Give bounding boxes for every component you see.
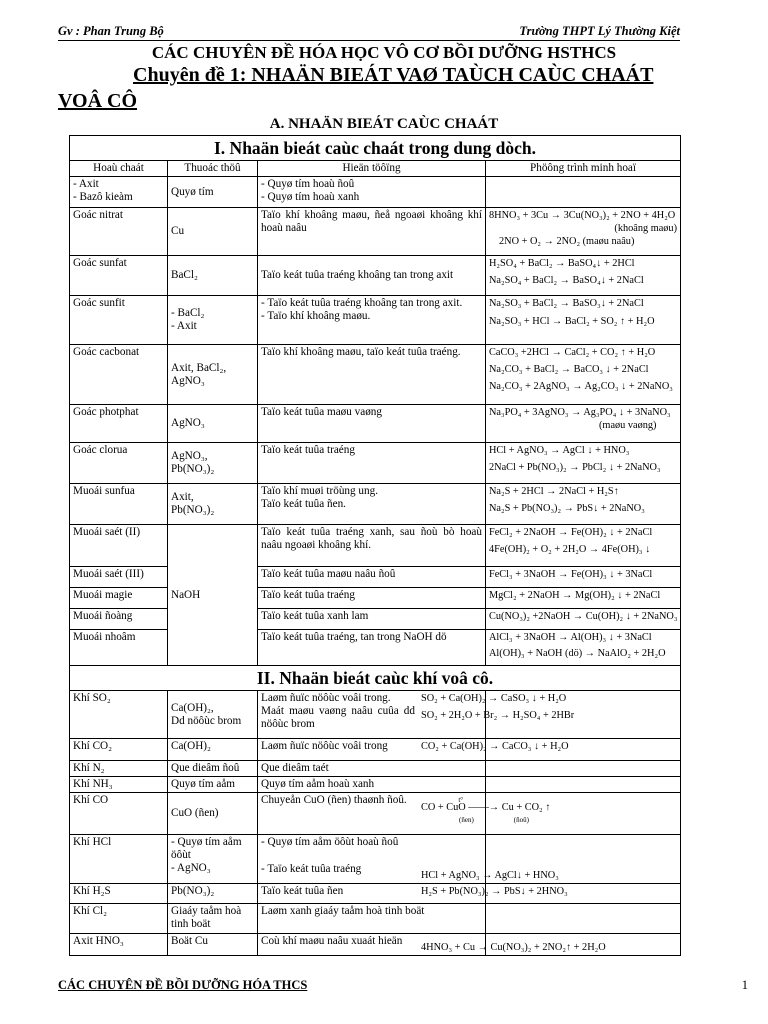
substance-cell: Khí CO [70, 793, 168, 835]
col-header: Phöông trình minh hoaï [486, 161, 681, 177]
phenomenon-cell: - Quyø tím aåm öôùt hoaù ñoû - Taïo keát tuûa traéng [258, 835, 486, 884]
equation-cell [486, 777, 681, 793]
phenomenon-cell: Taïo khí khoâng maøu, taïo keát tuûa traéng. [258, 345, 486, 405]
reagent-cell: CuO (ñen) [168, 793, 258, 835]
substance-cell: Axit HNO₃ [70, 934, 168, 956]
table-row [70, 405, 681, 443]
section-2-heading: II. Nhaän bieát caùc khí voâ cô. [70, 666, 681, 691]
table-row [70, 739, 681, 761]
substance-cell: Goác nitrat [70, 208, 168, 256]
substance-cell: Muoái saét (III) [70, 567, 168, 588]
substance-cell: Muoái saét (II) [70, 525, 168, 567]
reagent-cell: AgNO₃ [168, 405, 258, 443]
chapter-title-cont: VOÂ CÔ [58, 90, 138, 112]
substance-cell: Muoái sunfua [70, 484, 168, 525]
section-1-heading: I. Nhaän bieát caùc chaát trong dung dòch. [70, 136, 681, 161]
phenomenon-cell: Taïo keát tuûa xanh lam [258, 609, 486, 630]
reagent-cell: Pb(NO₃)₂ [168, 884, 258, 904]
table-row [70, 609, 681, 630]
reagent-cell: Axit, Pb(NO₃)₂ [168, 484, 258, 525]
equation-cell: Cu(NO₃)₂ +2NaOH → Cu(OH)₂ ↓ + 2NaNO₃ [486, 609, 681, 630]
equation-cell [486, 761, 681, 777]
reagent-cell: Axit, BaCl₂, AgNO₃ [168, 345, 258, 405]
page-header [58, 24, 680, 41]
phenomenon-cell: Quyø tím aåm hoaù xanh [258, 777, 486, 793]
equation-cell: 8HNO₃ + 3Cu → 3Cu(NO₃)₂ + 2NO + 4H₂O (khoâng maøu) 2NO + O₂ → 2NO₂ (maøu naâu) [486, 208, 681, 256]
substance-cell: Goác sunfat [70, 256, 168, 296]
equation-cell: HCl + AgNO₃ → AgCl↓ + HNO₃ [486, 835, 681, 884]
phenomenon-cell: Laøm xanh giaáy taåm hoà tinh boät [258, 904, 486, 934]
table-row [70, 934, 681, 956]
table-row [70, 296, 681, 345]
substance-cell: Muoái magie [70, 588, 168, 609]
phenomenon-cell: Taïo keát tuûa traéng [258, 588, 486, 609]
equation-cell: H₂S + Pb(NO₃)₂ → PbS↓ + 2HNO₃ [486, 884, 681, 904]
phenomenon-cell: Taïo keát tuûa traéng khoâng tan trong axit [258, 256, 486, 296]
equation-cell: MgCl₂ + 2NaOH → Mg(OH)₂ ↓ + 2NaCl [486, 588, 681, 609]
reagent-cell: - BaCl₂ - Axit [168, 296, 258, 345]
substance-cell: Khí NH₃ [70, 777, 168, 793]
table-row [70, 567, 681, 588]
phenomenon-cell: Coù khí maøu naâu xuaát hieän [258, 934, 486, 956]
col-header: Hoaù chaát [70, 161, 168, 177]
phenomenon-cell: Taïo khí khoâng maøu, ñeå ngoaøi khoâng khí hoaù naâu [258, 208, 486, 256]
equation-cell [486, 904, 681, 934]
equation-cell: H₂SO₄ + BaCl₂ → BaSO₄↓ + 2HCl Na₂SO₄ + BaCl₂ → BaSO₄↓ + 2NaCl [486, 256, 681, 296]
reagent-cell: Boät Cu [168, 934, 258, 956]
footer-title: CÁC CHUYÊN ĐỀ BỒI DƯỠNG HÓA THCS [58, 978, 308, 992]
table-row [70, 484, 681, 525]
reagent-cell: Giaáy taåm hoà tinh boät [168, 904, 258, 934]
phenomenon-cell: Taïo keát tuûa traéng [258, 443, 486, 484]
document-title: CÁC CHUYÊN ĐỀ HÓA HỌC VÔ CƠ BỒI DƯỠNG HSTHCS [151, 43, 617, 62]
table-row [70, 177, 681, 208]
phenomenon-cell: Taïo keát tuûa ñen [258, 884, 486, 904]
table-row [70, 256, 681, 296]
table-row [70, 793, 681, 835]
phenomenon-cell: Taïo khí muøi tröùng ung. Taïo keát tuûa ñen. [258, 484, 486, 525]
substance-cell: Khí Cl₂ [70, 904, 168, 934]
substance-cell: - Axit - Bazô kieàm [70, 177, 168, 208]
substance-cell: Khí H₂S [70, 884, 168, 904]
equation-cell: CaCO₃ +2HCl → CaCl₂ + CO₂ ↑ + H₂O Na₂CO₃ + BaCl₂ → BaCO₃ ↓ + 2NaCl Na₂CO₃ + 2AgNO₃ → Ag₂CO₃ ↓ + 2NaNO₃ [486, 345, 681, 405]
equation-cell: CO + CuO ——→ Cu + CO₂ ↑ t° (ñen) (ñoû) [486, 793, 681, 835]
table-row [70, 904, 681, 934]
col-header: Hieän töôïng [258, 161, 486, 177]
phenomenon-cell: Taïo keát tuûa traéng xanh, sau ñoù bò hoaù naâu ngoaøi khoâng khí. [258, 525, 486, 567]
reagent-cell: Que dieâm ñoû [168, 761, 258, 777]
substance-cell: Muoái ñoàng [70, 609, 168, 630]
reagent-cell: Cu [168, 208, 258, 256]
equation-cell: Na₃PO₄ + 3AgNO₃ → Ag₃PO₄ ↓ + 3NaNO₃ (maøu vaøng) [486, 405, 681, 443]
table-row [70, 443, 681, 484]
reagent-cell: Ca(OH)₂, Dd nöôùc brom [168, 691, 258, 739]
substance-cell: Khí SO₂ [70, 691, 168, 739]
substance-cell: Goác clorua [70, 443, 168, 484]
section-heading-a: A. NHAÄN BIEÁT CAÙC CHAÁT [269, 116, 499, 132]
equation-cell: FeCl₃ + 3NaOH → Fe(OH)₃ ↓ + 3NaCl [486, 567, 681, 588]
column-headers [70, 161, 681, 177]
identification-table [69, 135, 681, 956]
substance-cell: Muoái nhoâm [70, 630, 168, 666]
equation-cell: CO₂ + Ca(OH)₂ → CaCO₃ ↓ + H₂O [486, 739, 681, 761]
phenomenon-cell: Que dieâm taét [258, 761, 486, 777]
substance-cell: Khí HCl [70, 835, 168, 884]
table-row [70, 777, 681, 793]
table-row [70, 691, 681, 739]
phenomenon-cell: - Quyø tím hoaù ñoû - Quyø tím hoaù xanh [258, 177, 486, 208]
phenomenon-cell: - Taïo keát tuûa traéng khoâng tan trong axit. - Taïo khí khoâng maøu. [258, 296, 486, 345]
col-header: Thuoác thöû [168, 161, 258, 177]
phenomenon-cell: Taïo keát tuûa maøu naâu ñoû [258, 567, 486, 588]
equation-cell: HCl + AgNO₃ → AgCl ↓ + HNO₃ 2NaCl + Pb(NO₃)₂ → PbCl₂ ↓ + 2NaNO₃ [486, 443, 681, 484]
table-row [70, 630, 681, 666]
reagent-cell: AgNO₃, Pb(NO₃)₂ [168, 443, 258, 484]
equation-cell: AlCl₃ + 3NaOH → Al(OH)₃ ↓ + 3NaCl Al(OH)₃ + NaOH (dö) → NaAlO₂ + 2H₂O [486, 630, 681, 666]
substance-cell: Khí N₂ [70, 761, 168, 777]
equation-cell: 4HNO₃ + Cu → Cu(NO₃)₂ + 2NO₂↑ + 2H₂O [486, 934, 681, 956]
reagent-cell: - Quyø tím aåm öôùt - AgNO₃ [168, 835, 258, 884]
header-school: Trường THPT Lý Thường Kiệt [519, 24, 680, 38]
equation-cell [486, 177, 681, 208]
phenomenon-cell: Laøm ñuïc nöôùc voâi trong [258, 739, 486, 761]
phenomenon-cell: Chuyeån CuO (ñen) thaønh ñoû. [258, 793, 486, 835]
substance-cell: Goác photphat [70, 405, 168, 443]
table-row [70, 884, 681, 904]
equation-cell: Na₂SO₃ + BaCl₂ → BaSO₃↓ + 2NaCl Na₂SO₃ + HCl → BaCl₂ + SO₂ ↑ + H₂O [486, 296, 681, 345]
table-row [70, 761, 681, 777]
reagent-cell: Quyø tím aåm [168, 777, 258, 793]
substance-cell: Goác sunfit [70, 296, 168, 345]
equation-cell: Na₂S + 2HCl → 2NaCl + H₂S↑ Na₂S + Pb(NO₃)₂ → PbS↓ + 2NaNO₃ [486, 484, 681, 525]
reagent-cell: NaOH [168, 525, 258, 666]
table-row [70, 208, 681, 256]
temperature-label: t° [458, 795, 464, 804]
phenomenon-cell: Laøm ñuïc nöôùc voâi trong. Maát maøu vaøng naâu cuûa dd nöôùc brom [258, 691, 486, 739]
phenomenon-cell: Taïo keát tuûa maøu vaøng [258, 405, 486, 443]
substance-cell: Khí CO₂ [70, 739, 168, 761]
table-row [70, 345, 681, 405]
page-number: 1 [741, 978, 748, 992]
substance-cell: Goác cacbonat [70, 345, 168, 405]
header-teacher: Gv : Phan Trung Bộ [58, 24, 164, 38]
chapter-title: Chuyên đề 1: NHAÄN BIEÁT VAØ TAÙCH CAÙC CHAÁT [133, 64, 654, 86]
reagent-cell: Quyø tím [168, 177, 258, 208]
reagent-cell: BaCl₂ [168, 256, 258, 296]
table-row [70, 835, 681, 884]
table-row [70, 588, 681, 609]
equation-cell: SO₂ + Ca(OH)₂ → CaSO₃ ↓ + H₂O SO₂ + 2H₂O + Br₂ → H₂SO₄ + 2HBr [486, 691, 681, 739]
equation-cell: FeCl₂ + 2NaOH → Fe(OH)₂ ↓ + 2NaCl 4Fe(OH)₂ + O₂ + 2H₂O → 4Fe(OH)₃ ↓ [486, 525, 681, 567]
reagent-cell: Ca(OH)₂ [168, 739, 258, 761]
table-row [70, 525, 681, 567]
phenomenon-cell: Taïo keát tuûa traéng, tan trong NaOH dö [258, 630, 486, 666]
